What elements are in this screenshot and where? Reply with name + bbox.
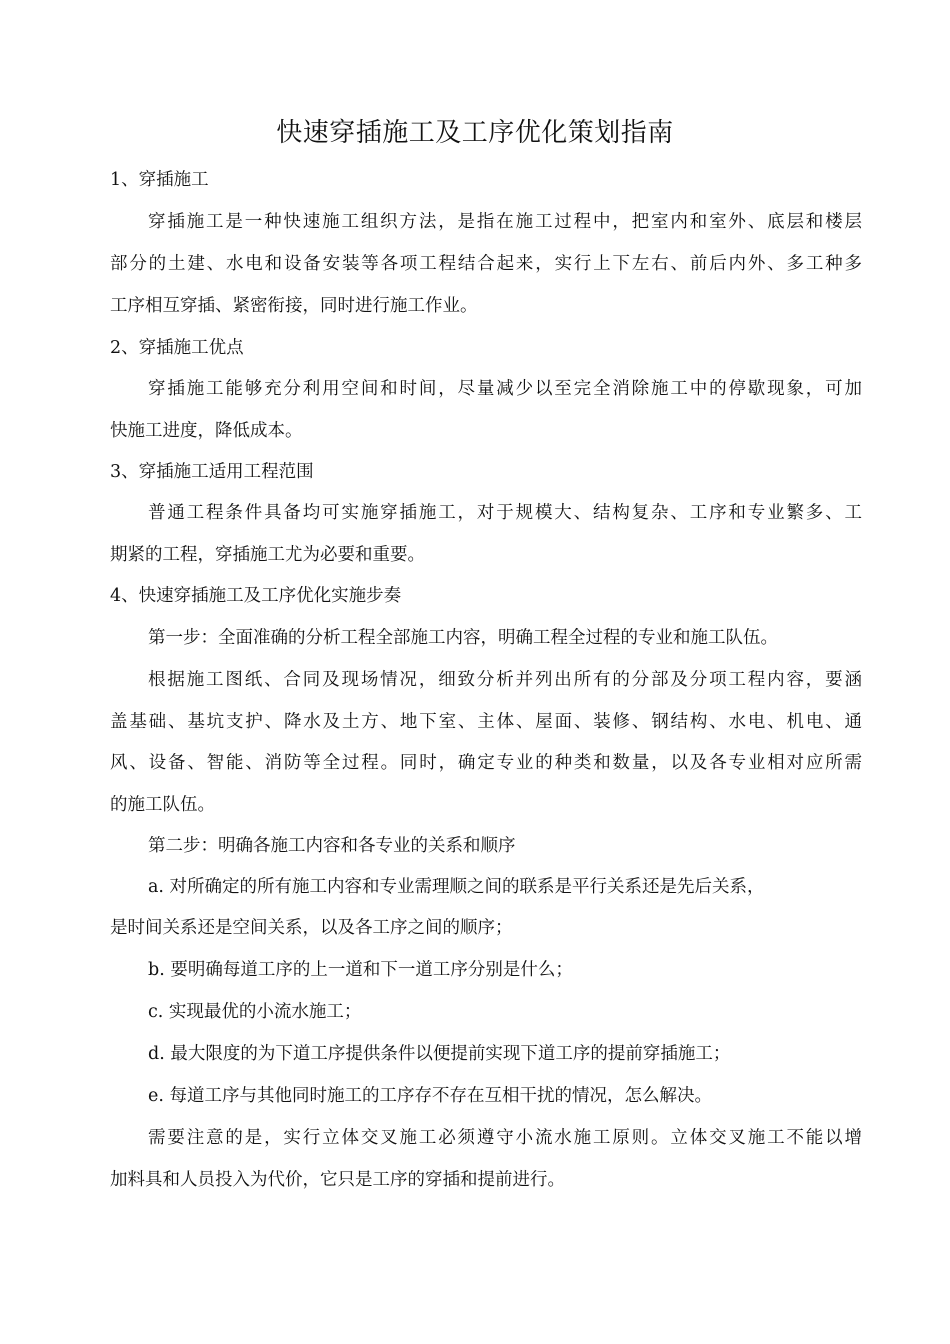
section-3-heading: 3、穿插施工适用工程范围 xyxy=(110,462,314,482)
section-2-heading: 2、穿插施工优点 xyxy=(110,338,244,358)
document-title: 快速穿插施工及工序优化策划指南 xyxy=(276,118,674,148)
step-1-paragraph-line: 风、设备、智能、消防等全过程。同时，确定专业的种类和数量，以及各专业相对应所需 xyxy=(110,753,862,773)
step-2-item-a-cont: 是时间关系还是空间关系，以及各工序之间的顺序； xyxy=(110,918,513,938)
note-paragraph-line: 需要注意的是，实行立体交叉施工必须遵守小流水施工原则。立体交叉施工不能以增 xyxy=(148,1128,862,1148)
step-2-item-d: d. 最大限度的为下道工序提供条件以便提前实现下道工序的提前穿插施工； xyxy=(148,1044,731,1064)
section-2-paragraph-line: 穿插施工能够充分利用空间和时间，尽量减少以至完全消除施工中的停歇现象，可加 xyxy=(148,379,862,399)
step-1-text: 第一步：全面准确的分析工程全部施工内容，明确工程全过程的专业和施工队伍。 xyxy=(148,628,778,648)
step-1-paragraph-line: 盖基础、基坑支护、降水及土方、地下室、主体、屋面、装修、钢结构、水电、机电、通 xyxy=(110,712,862,732)
section-1-heading: 1、穿插施工 xyxy=(110,170,209,190)
step-2-item-b: b. 要明确每道工序的上一道和下一道工序分别是什么； xyxy=(148,960,573,980)
step-1-paragraph-line: 的施工队伍。 xyxy=(110,795,215,815)
section-2-paragraph-line: 快施工进度，降低成本。 xyxy=(110,421,303,441)
step-2-item-a: a. 对所确定的所有施工内容和专业需理顺之间的联系是平行关系还是先后关系， xyxy=(148,877,765,897)
note-paragraph-line: 加料具和人员投入为代价，它只是工序的穿插和提前进行。 xyxy=(110,1170,565,1190)
step-2-text: 第二步：明确各施工内容和各专业的关系和顺序 xyxy=(148,836,516,856)
section-1-paragraph-line: 工序相互穿插、紧密衔接，同时进行施工作业。 xyxy=(110,296,478,316)
step-2-item-c: c. 实现最优的小流水施工； xyxy=(148,1002,362,1022)
step-1-paragraph-line: 根据施工图纸、合同及现场情况，细致分析并列出所有的分部及分项工程内容，要涵 xyxy=(148,670,862,690)
section-3-paragraph-line: 期紧的工程，穿插施工尤为必要和重要。 xyxy=(110,545,425,565)
section-3-paragraph-line: 普通工程条件具备均可实施穿插施工，对于规模大、结构复杂、工序和专业繁多、工 xyxy=(148,503,862,523)
step-2-item-e: e. 每道工序与其他同时施工的工序存不存在互相干扰的情况，怎么解决。 xyxy=(148,1086,712,1106)
section-4-heading: 4、快速穿插施工及工序优化实施步奏 xyxy=(110,586,402,606)
section-1-paragraph-line: 部分的土建、水电和设备安装等各项工程结合起来，实行上下左右、前后内外、多工种多 xyxy=(110,254,862,274)
section-1-paragraph-line: 穿插施工是一种快速施工组织方法，是指在施工过程中，把室内和室外、底层和楼层 xyxy=(148,212,862,232)
